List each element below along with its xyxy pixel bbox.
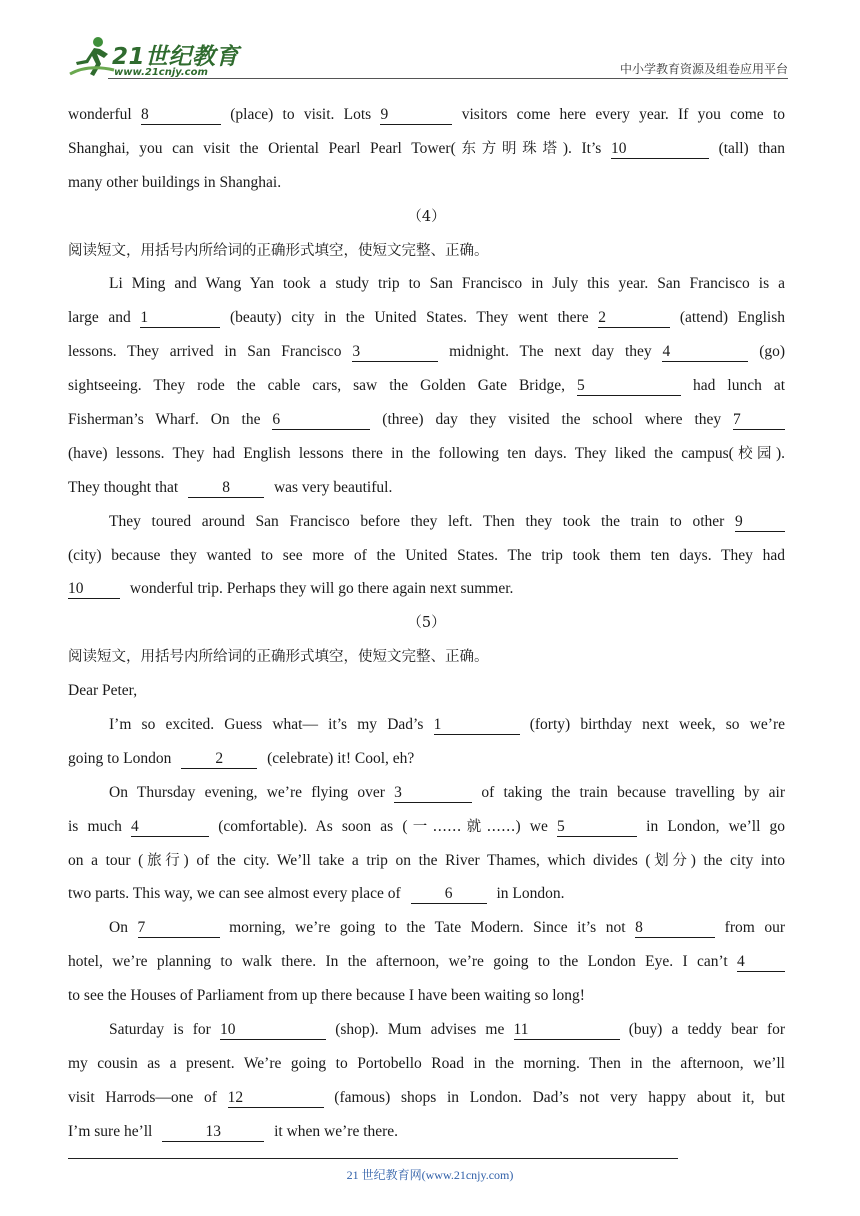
section-heading: （4）: [407, 208, 446, 225]
text-line: On Thursday evening, we’re flying over 3 of taking the train because travelling by air: [109, 783, 785, 801]
text-line: wonderful 8 (place) to visit. Lots 9 visitors come here every year. If you come to: [68, 106, 786, 123]
logo-url-text: www.21cnjy.com: [114, 67, 208, 78]
text-line: I’m so excited. Guess what— it’s my Dad’s 1 (forty) birthday next week, so we’re: [109, 716, 785, 734]
letter-greeting: Dear Peter,: [68, 682, 138, 700]
text-line: is much 4 (comfortable). As soon as (一……就……) we 5 in London, we’ll go: [68, 817, 786, 835]
answer-blank: 4: [131, 817, 209, 837]
text-line: large and 1 (beauty) city in the United States. They went there 2 (attend) English: [68, 309, 786, 327]
logo-brand-text: 21世纪教育: [112, 44, 240, 70]
footer-site-link[interactable]: 21 世纪教育网(www.21cnjy.com): [346, 1168, 514, 1182]
text-line: They thought that 8 was very beautiful.: [68, 478, 393, 496]
answer-blank: 3: [394, 783, 472, 803]
answer-blank: 3: [352, 342, 438, 362]
answer-blank: 10: [68, 579, 120, 599]
text-line: Fisherman’s Wharf. On the 6 (three) day they visited the school where they 7: [68, 403, 785, 437]
text-line: my cousin as a present. We’re going to Portobello Road in the morning. Then in the afternoon, we’ll: [68, 1054, 785, 1072]
answer-blank: 10: [611, 139, 709, 159]
section-heading: （5）: [407, 615, 446, 632]
section-instruction: 阅读短文，用括号内所给词的正确形式填空，使短文完整、正确。: [68, 242, 489, 259]
answer-blank: 7: [733, 410, 785, 430]
answer-blank: 1: [140, 308, 220, 328]
text-line: lessons. They arrived in San Francisco 3 midnight. The next day they 4 (go): [68, 343, 786, 361]
document-body: [68, 98, 785, 1149]
runner-logo-icon: [68, 34, 116, 80]
text-line: (have) lessons. They had English lessons there in the following ten days. They liked the campus(校园).: [68, 444, 785, 462]
page-header: [68, 28, 788, 80]
answer-blank: 12: [228, 1088, 324, 1108]
footer-divider: [68, 1158, 678, 1159]
text-line: hotel, we’re planning to walk there. In the afternoon, we’re going to the London Eye. I can’t 4: [68, 945, 785, 979]
text-line: visit Harrods—one of 12 (famous) shops in London. Dad’s not very happy about it, but: [68, 1088, 785, 1106]
answer-blank: 4: [737, 952, 785, 972]
answer-blank: 5: [557, 817, 637, 837]
text-line: (city) because they wanted to see more of the United States. The trip took them ten days. They had: [68, 546, 785, 564]
answer-blank: 10: [220, 1020, 326, 1040]
answer-blank: 8: [635, 918, 715, 938]
answer-blank: 11: [514, 1020, 620, 1040]
text-line: two parts. This way, we can see almost every place of 6 in London.: [68, 885, 565, 903]
answer-blank: 9: [380, 105, 452, 125]
answer-blank: 13: [162, 1122, 264, 1142]
answer-blank: 8: [188, 478, 264, 498]
answer-blank: 7: [138, 918, 220, 938]
answer-blank: 9: [735, 512, 785, 532]
answer-blank: 2: [181, 749, 257, 769]
text-line: They toured around San Francisco before they left. Then they took the train to other 9: [68, 505, 785, 539]
text-line: sightseeing. They rode the cable cars, saw the Golden Gate Bridge, 5 had lunch at: [68, 377, 786, 395]
text-line: On 7 morning, we’re going to the Tate Modern. Since it’s not 8 from our: [109, 919, 786, 937]
answer-blank: 8: [141, 105, 221, 125]
text-line: to see the Houses of Parliament from up there because I have been waiting so long!: [68, 987, 585, 1005]
header-platform-text: 中小学教育资源及组卷应用平台: [619, 62, 788, 76]
text-line: going to London 2 (celebrate) it! Cool, eh?: [68, 749, 415, 767]
answer-blank: 4: [662, 342, 748, 362]
text-line: Li Ming and Wang Yan took a study trip to San Francisco in July this year. San Francisco is a: [109, 275, 785, 293]
text-line: on a tour (旅行) of the city. We’ll take a trip on the River Thames, which divides (划分) the city into: [68, 851, 786, 869]
text-line: Saturday is for 10 (shop). Mum advises me 11 (buy) a teddy bear for: [109, 1021, 786, 1039]
answer-blank: 5: [577, 376, 681, 396]
answer-blank: 6: [272, 410, 370, 430]
answer-blank: 1: [434, 715, 520, 735]
text-line: 10 wonderful trip. Perhaps they will go there again next summer.: [68, 580, 514, 598]
text-line: many other buildings in Shanghai.: [68, 173, 282, 191]
section-instruction: 阅读短文，用括号内所给词的正确形式填空，使短文完整、正确。: [68, 649, 489, 666]
text-line: Shanghai, you can visit the Oriental Pearl Pearl Tower(东方明珠塔). It’s 10 (tall) than: [68, 139, 786, 157]
header-divider: [108, 78, 788, 79]
answer-blank: 6: [411, 884, 487, 904]
page-footer: [0, 1166, 860, 1183]
text-line: I’m sure he’ll 13 it when we’re there.: [68, 1122, 399, 1140]
site-logo: [68, 34, 238, 80]
answer-blank: 2: [598, 308, 670, 328]
